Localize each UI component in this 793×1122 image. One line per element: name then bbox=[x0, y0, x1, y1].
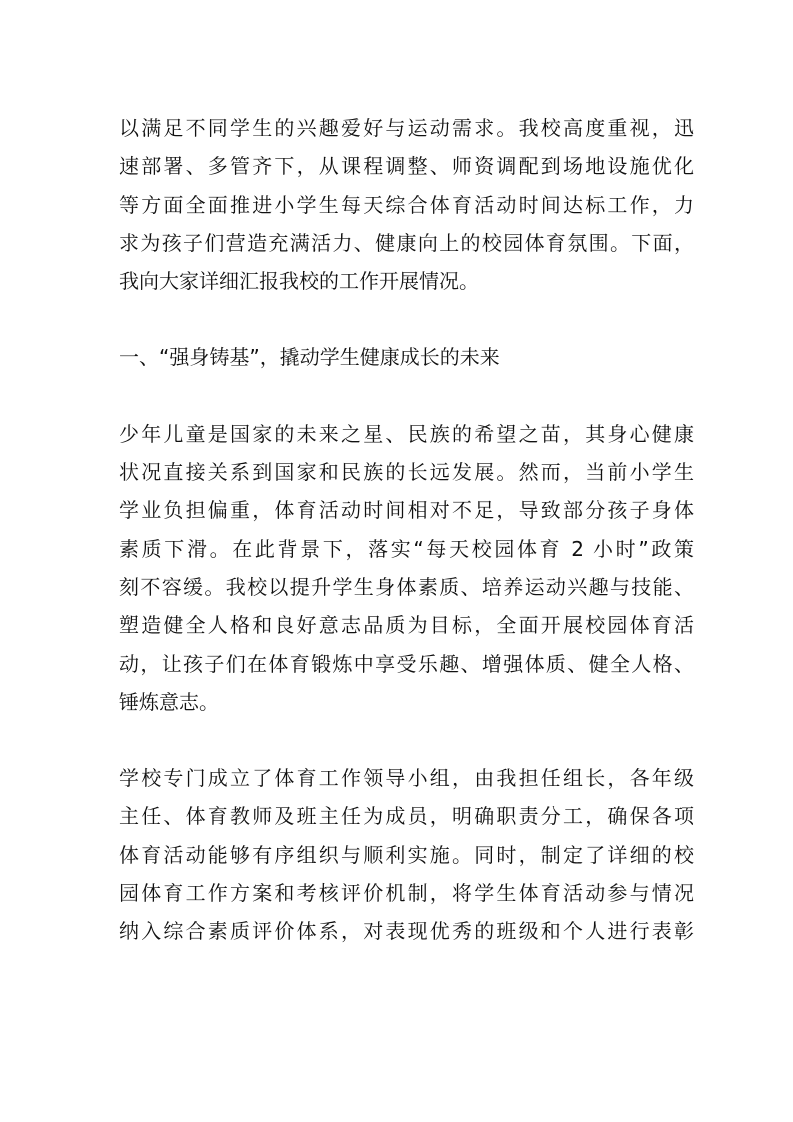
paragraph-spacer bbox=[119, 721, 694, 759]
text-line: 体育活动能够有序组织与顺利实施。同时，制定了详细的校 bbox=[119, 842, 694, 867]
paragraph-background bbox=[119, 415, 694, 721]
paragraph-spacer bbox=[119, 377, 694, 415]
text-line: 速部署、多管齐下，从课程调整、师资调配到场地设施优化 bbox=[119, 154, 694, 179]
document-body bbox=[119, 109, 694, 951]
text-line: 纳入综合素质评价体系，对表现优秀的班级和个人进行表彰 bbox=[119, 919, 694, 944]
text-line: 素质下滑。在此背景下，落实“每天校园体育 2 小时”政策 bbox=[119, 536, 694, 561]
text-line: 动，让孩子们在体育锻炼中享受乐趣、增强体质、健全人格、 bbox=[119, 651, 694, 676]
paragraph-organization bbox=[119, 759, 694, 950]
section-heading: 一、“强身铸基”，撬动学生健康成长的未来 bbox=[119, 345, 500, 370]
text-line: 等方面全面推进小学生每天综合体育活动时间达标工作，力 bbox=[119, 192, 694, 217]
text-line: 学校专门成立了体育工作领导小组，由我担任组长，各年级 bbox=[119, 766, 694, 791]
paragraph-spacer bbox=[119, 300, 694, 338]
text-line: 求为孩子们营造充满活力、健康向上的校园体育氛围。下面， bbox=[119, 230, 694, 255]
text-line: 状况直接关系到国家和民族的长远发展。然而，当前小学生 bbox=[119, 460, 694, 485]
text-line: 锤炼意志。 bbox=[119, 689, 219, 714]
paragraph-intro bbox=[119, 109, 694, 300]
text-line: 以满足不同学生的兴趣爱好与运动需求。我校高度重视，迅 bbox=[119, 116, 694, 140]
text-line: 主任、体育教师及班主任为成员，明确职责分工，确保各项 bbox=[119, 804, 694, 829]
text-line: 少年儿童是国家的未来之星、民族的希望之苗，其身心健康 bbox=[119, 421, 694, 446]
text-line: 刻不容缓。我校以提升学生身体素质、培养运动兴趣与技能、 bbox=[119, 574, 694, 599]
text-line: 塑造健全人格和良好意志品质为目标，全面开展校园体育活 bbox=[119, 613, 694, 638]
text-line: 学业负担偏重，体育活动时间相对不足，导致部分孩子身体 bbox=[119, 498, 694, 523]
text-line: 我向大家详细汇报我校的工作开展情况。 bbox=[119, 269, 479, 294]
text-line: 园体育工作方案和考核评价机制，将学生体育活动参与情况 bbox=[119, 881, 694, 906]
